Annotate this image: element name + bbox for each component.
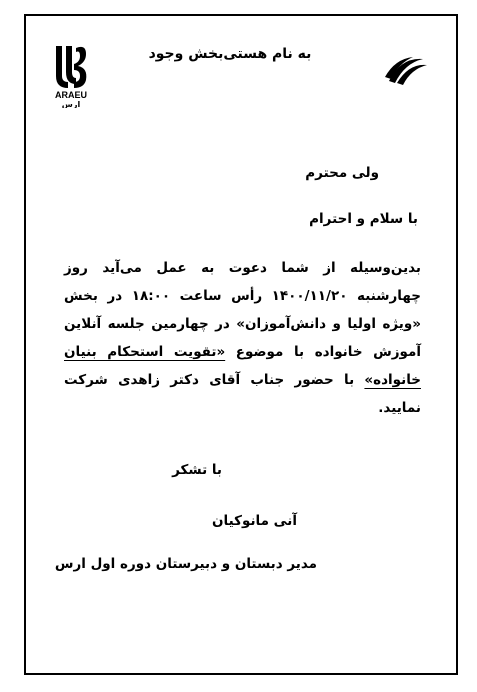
salutation-line: با سلام و احترام xyxy=(309,211,418,227)
closing-line: با تشکر xyxy=(172,462,222,478)
body-text-after-topic: با حضور جناب آقای دکتر زاهدی شرکت نمایید. xyxy=(64,372,421,416)
svg-text:ارس: ارس xyxy=(61,100,81,108)
school-logo xyxy=(46,42,96,108)
session-topic: «تقویت استحکام بنیان خانواده» xyxy=(64,344,421,388)
letter-body xyxy=(64,254,421,422)
signer-title: مدیر دبستان و دبیرستان دوره اول ارس xyxy=(54,556,317,572)
brand-logo xyxy=(381,55,429,85)
greeting-line: ولی محترم xyxy=(305,165,379,181)
body-text-before-topic: بدین‌وسیله از شما دعوت به عمل می‌آید روز چهارشنبه ۱۴۰۰/۱۱/۲۰ رأس ساعت ۱۸:۰۰ در بخش «ویژه اولیا و دانش‌آموزان» در چهارمین جلسه آنلاین آموزش خانواده با موضوع xyxy=(64,260,421,360)
signer-name: آنی مانوکیان xyxy=(212,513,297,529)
svg-text:ARAEU: ARAEU xyxy=(54,90,88,100)
letter-heading: به نام هستی‌بخش وجود xyxy=(148,46,312,62)
